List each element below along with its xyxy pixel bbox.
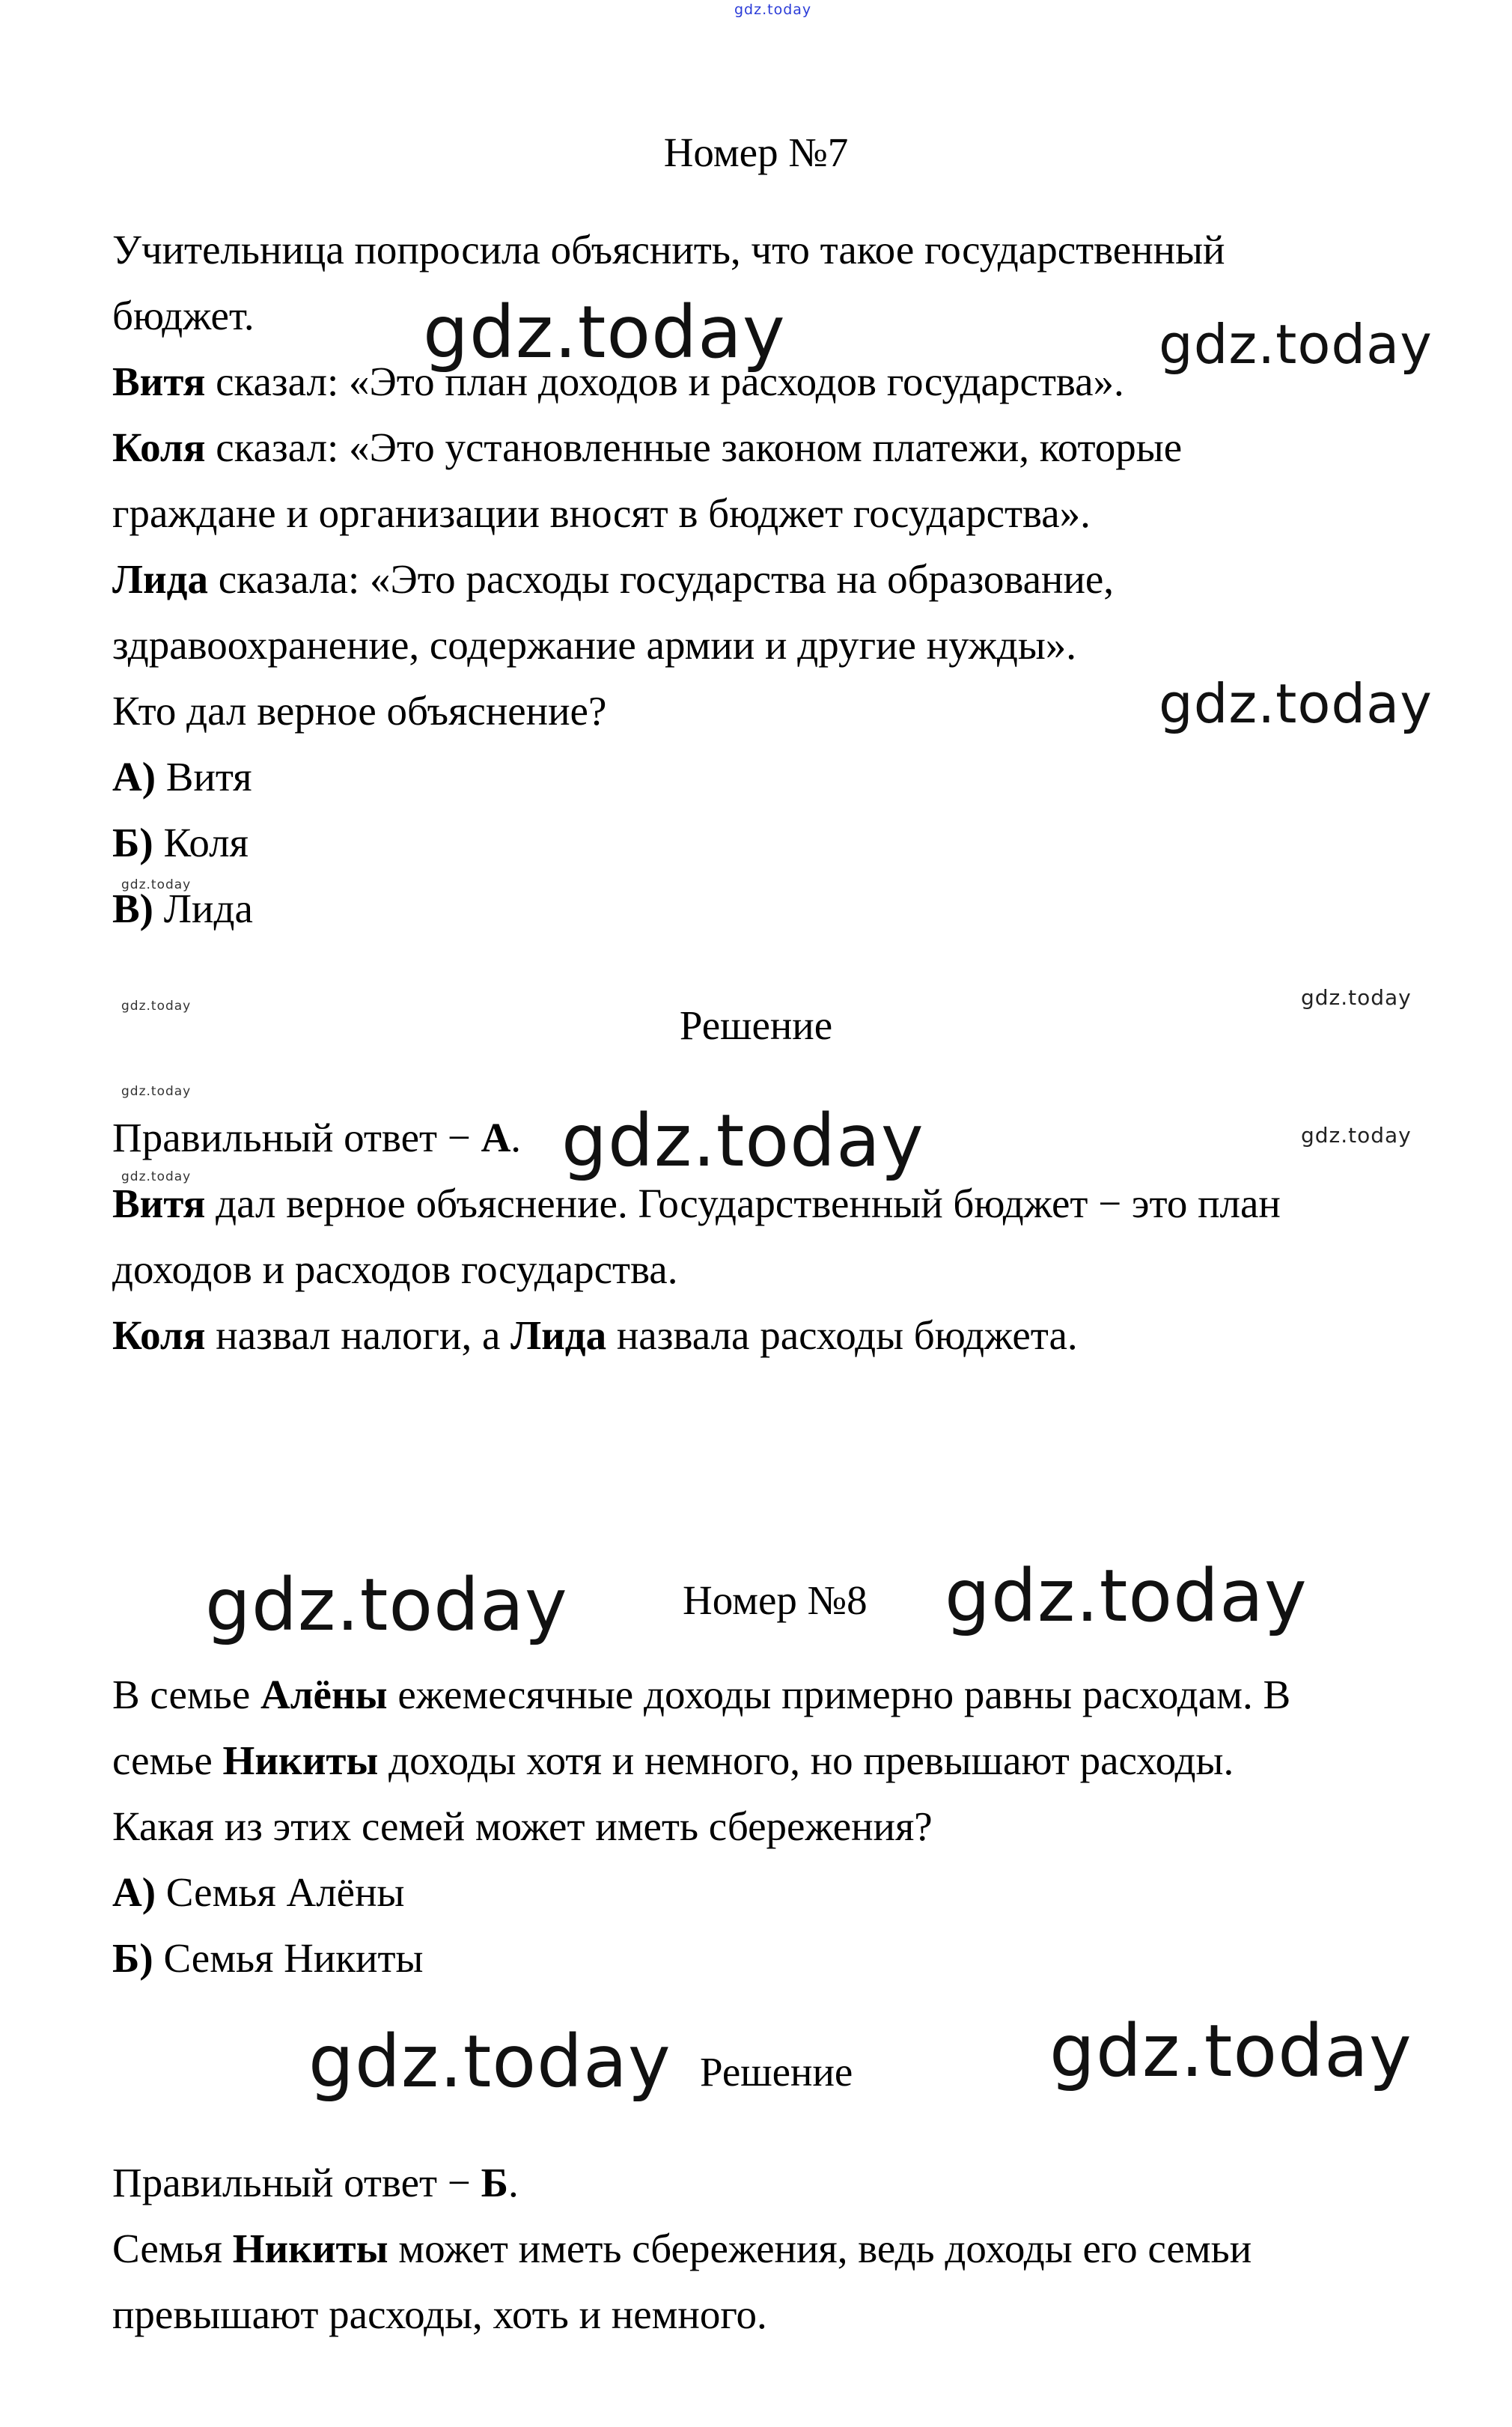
problem8-option-a: А) Семья Алёны: [112, 1869, 405, 1915]
problem7-kolya-statement-line2: граждане и организации вносят в бюджет государства».: [112, 490, 1091, 536]
problem8-explanation-line1: Семья Никиты может иметь сбережения, ведь доходы его семьи: [112, 2226, 1252, 2271]
problem8-question-line1: В семье Алёны ежемесячные доходы примерно равны расходам. В: [112, 1672, 1291, 1717]
watermark: gdz.today: [1301, 1123, 1412, 1148]
watermark: gdz.today: [121, 1169, 192, 1184]
name-vitya: Витя: [112, 359, 206, 404]
problem7-question-line2: бюджет.: [112, 293, 254, 338]
problem7-explanation-line1: Витя дал верное объяснение. Государственный бюджет − это план: [112, 1181, 1281, 1226]
watermark: gdz.today: [1301, 985, 1412, 1010]
problem7-kolya-statement-line1: Коля сказал: «Это установленные законом платежи, которые: [112, 424, 1183, 470]
problem7-explanation-line3: Коля назвал налоги, а Лида назвала расходы бюджета.: [112, 1312, 1078, 1358]
problem7-answer: Правильный ответ − А.: [112, 1115, 522, 1160]
problem8-solution-title: Решение: [700, 2049, 853, 2095]
problem8-question-line2: семье Никиты доходы хотя и немного, но превышают расходы.: [112, 1738, 1234, 1783]
watermark-top: gdz.today: [734, 1, 812, 18]
problem7-solution-title: Решение: [679, 1002, 833, 1048]
watermark: gdz.today: [121, 999, 192, 1014]
problem7-question-line1: Учительница попросила объяснить, что такое государственный: [112, 227, 1225, 272]
problem8-explanation-line2: превышают расходы, хоть и немного.: [112, 2292, 767, 2337]
problem7-option-c: В) Лида: [112, 886, 253, 931]
problem7-title: Номер №7: [663, 130, 849, 175]
problem8-option-b: Б) Семья Никиты: [112, 1935, 424, 1981]
name-kolya: Коля: [112, 424, 206, 470]
watermark: gdz.today: [121, 877, 192, 892]
watermark: gdz.today: [121, 1084, 192, 1099]
problem7-option-a: А) Витя: [112, 754, 252, 800]
watermark: gdz.today: [308, 2020, 671, 2104]
watermark: gdz.today: [205, 1563, 568, 1647]
problem7-lida-statement-line1: Лида сказала: «Это расходы государства на образование,: [112, 556, 1115, 602]
problem7-vitya-statement: Витя сказал: «Это план доходов и расходов государства».: [112, 359, 1124, 404]
watermark: gdz.today: [1159, 672, 1433, 735]
problem7-ask: Кто дал верное объяснение?: [112, 688, 607, 734]
problem8-answer: Правильный ответ − Б.: [112, 2160, 519, 2205]
problem7-option-b: Б) Коля: [112, 820, 249, 865]
name-lida: Лида: [112, 556, 208, 602]
watermark: gdz.today: [1159, 313, 1433, 376]
watermark: gdz.today: [561, 1099, 924, 1183]
problem7-lida-statement-line2: здравоохранение, содержание армии и другие нужды».: [112, 622, 1077, 668]
watermark: gdz.today: [945, 1554, 1308, 1638]
problem8-title: Номер №8: [683, 1577, 868, 1623]
watermark: gdz.today: [1049, 2009, 1412, 2093]
watermark: gdz.today: [423, 290, 786, 374]
problem8-ask: Какая из этих семей может иметь сбережения?: [112, 1803, 933, 1849]
problem7-explanation-line2: доходов и расходов государства.: [112, 1246, 678, 1292]
